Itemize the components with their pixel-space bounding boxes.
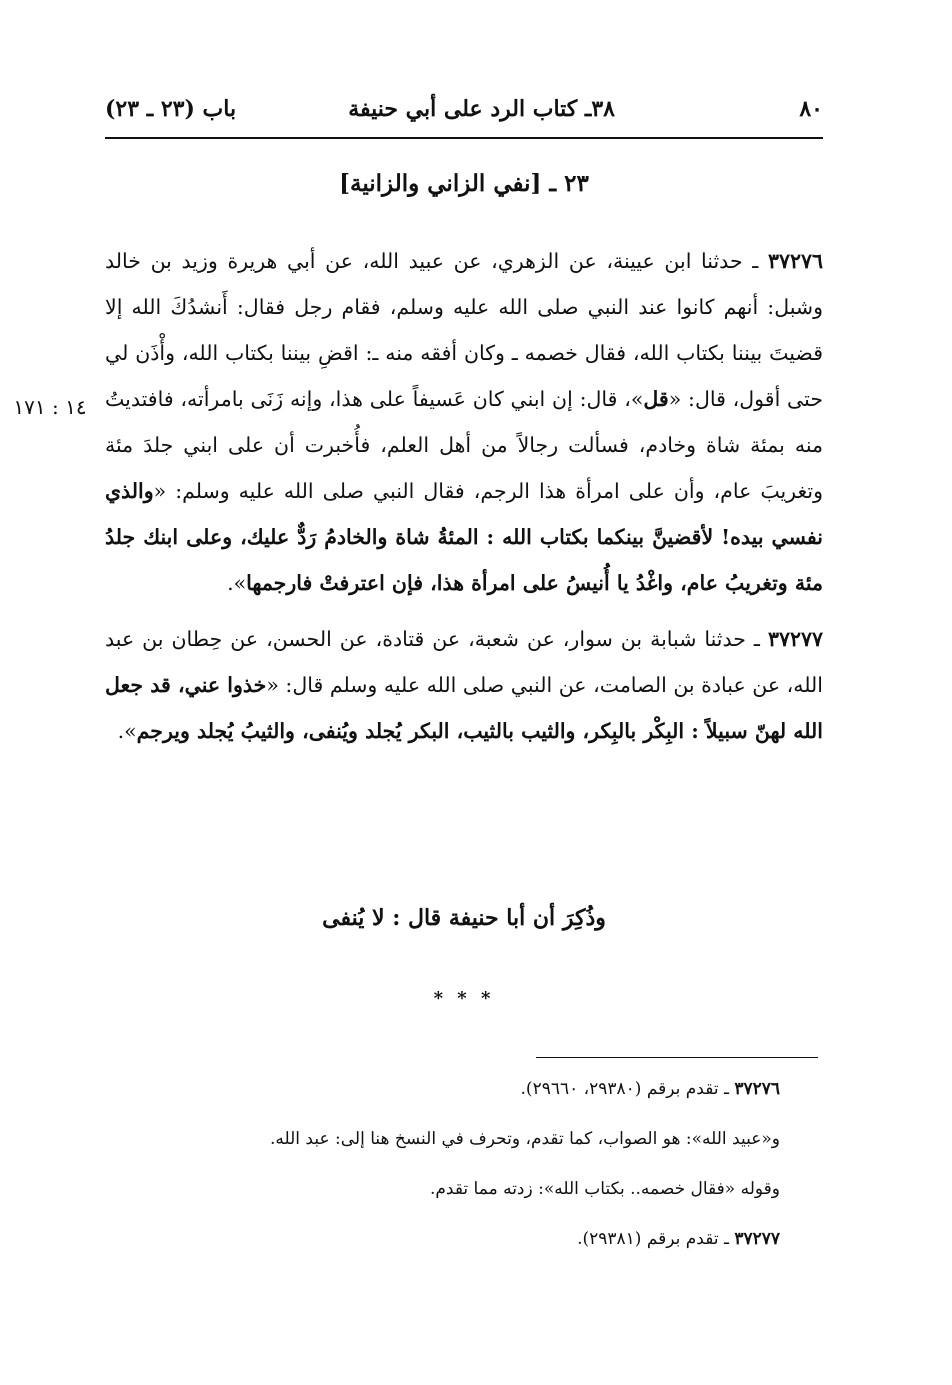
hadith-number: ٣٧٢٧٧ (767, 627, 823, 651)
hadith-text: ـ حدثنا شبابة بن سوار، عن شعبة، عن قتادة، عن الحسن، عن حِطان بن عبد الله، عن عبادة بن الصامت، عن النبي صلى الله عليه وسلم قال: « (105, 627, 823, 697)
closing-remark: وذُكِرَ أن أبا حنيفة قال : لا يُنفى (322, 905, 606, 931)
hadith-text: ». (117, 719, 137, 743)
footnote (105, 1178, 780, 1200)
hadith-number: ٣٧٢٧٦ (767, 249, 823, 273)
hadith-entry (105, 238, 823, 606)
footnote-text: وقوله «فقال خصمه.. بكتاب الله»: زدته مما تقدم. (429, 1179, 780, 1199)
hadith-quote: والذي نفسي بيده! لأقضينَّ بينكما بكتاب الله : المئةُ شاة والخادمُ رَدٌّ عليك، وعلى ابنك جلدُ مئة وتغريبُ عام، واغْدُ يا أُنيسُ على امرأة هذا، فإن اعترفتْ فارجمها (105, 479, 823, 595)
page-number: ٨٠ (799, 96, 823, 122)
footnote (105, 1078, 780, 1100)
asterisk-separator: * * * (433, 988, 495, 1009)
section-range: باب (٢٣ ـ ٢٣) (105, 96, 237, 122)
main-text (105, 238, 823, 764)
book-title: ٣٨ـ كتاب الرد على أبي حنيفة (348, 96, 615, 122)
running-header (105, 92, 823, 132)
footnote-rule (536, 1057, 818, 1058)
footnote (105, 1228, 780, 1250)
section-heading: ٢٣ ـ [نفي الزاني والزانية] (339, 170, 589, 197)
footnote (105, 1128, 780, 1150)
footnotes (105, 1078, 780, 1278)
footnote-number: ٣٧٢٧٧ (734, 1229, 780, 1249)
footnote-text: ـ تقدم برقم (٢٩٣٨١). (577, 1229, 735, 1249)
footnote-number: ٣٧٢٧٦ (734, 1079, 780, 1099)
hadith-entry (105, 616, 823, 754)
hadith-text: »، قال: إن ابني كان عَسيفاً على هذا، وإنه زَنَى بامرأته، فافتديتُ منه بمئة شاة وخادم، فسألت رجالاً من أهل العلم، فأُخبرت أن على ابني جلدَ مئة وتغريبَ عام، وأن على امرأة هذا الرجم، فقال النبي صلى الله عليه وسلم: « (105, 387, 823, 503)
hadith-quote: خذوا عني، قد جعل الله لهنّ سبيلاً : البِكْر بالبِكر، والثيب بالثيب، البكر يُجلد ويُنفى، والثيبُ يُجلد ويرجم (105, 673, 823, 743)
hadith-quote: قل (643, 387, 669, 411)
footnote-text: ـ تقدم برقم (٢٩٣٨٠، ٢٩٦٦٠). (520, 1079, 735, 1099)
hadith-text: ـ حدثنا ابن عيينة، عن الزهري، عن عبيد الله، عن أبي هريرة وزيد بن خالد وشبل: أنهم كانوا عند النبي صلى الله عليه وسلم، فقام رجل فقال: أَنشدُكَ الله إلا قضيتَ بيننا بكتاب الله، فقال خصمه ـ وكان أفقه منه ـ: اقضِ بيننا بكتاب الله، وأْذَن لي حتى أقول، قال: « (105, 249, 824, 411)
hadith-text: ». (227, 571, 247, 595)
header-rule (105, 137, 823, 139)
footnote-text: و«عبيد الله»: هو الصواب، كما تقدم، وتحرف في النسخ هنا إلى: عبد الله. (269, 1129, 780, 1149)
marginal-reference: ١٤ : ١٧١ (13, 395, 87, 419)
